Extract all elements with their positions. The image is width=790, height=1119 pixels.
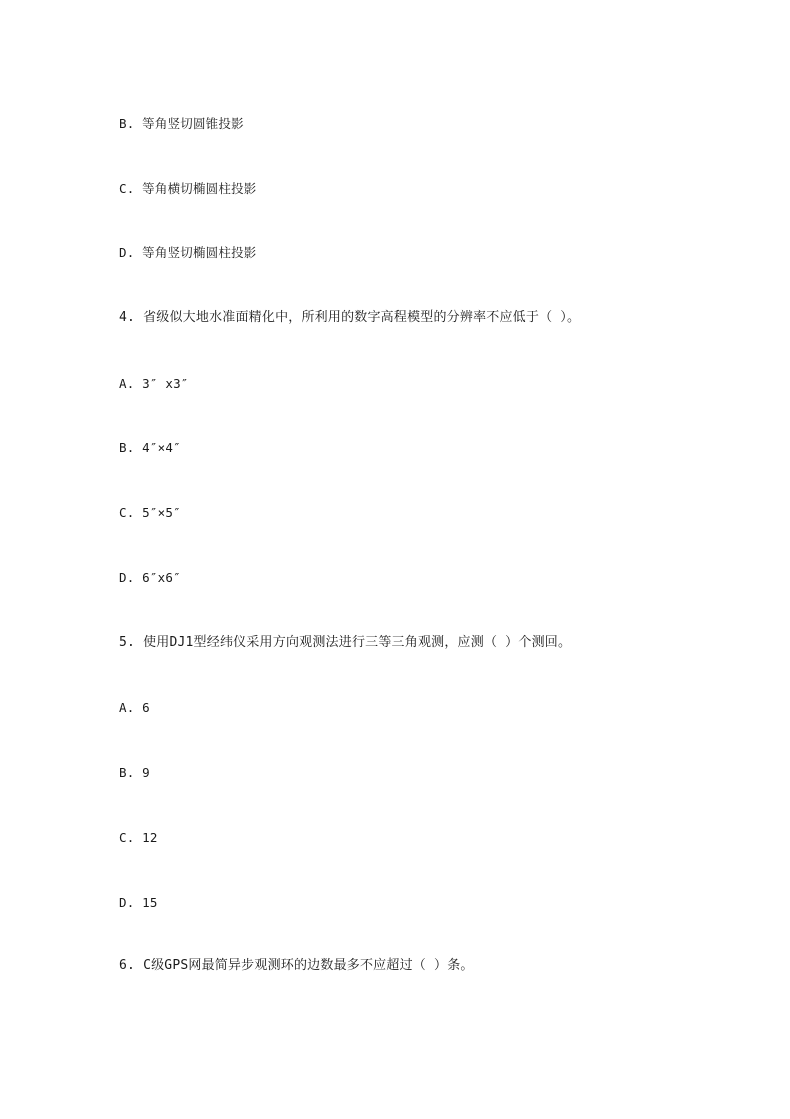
option-4d: D. 6″x6″ bbox=[119, 570, 181, 585]
option-3b: B. 等角竖切圆锥投影 bbox=[119, 116, 244, 131]
option-3d: D. 等角竖切椭圆柱投影 bbox=[119, 245, 257, 260]
option-5b: B. 9 bbox=[119, 765, 150, 780]
option-5a: A. 6 bbox=[119, 700, 150, 715]
question-5: 5. 使用DJ1型经纬仪采用方向观测法进行三等三角观测，应测（ ）个测回。 bbox=[119, 635, 572, 650]
question-6: 6. C级GPS网最简异步观测环的边数最多不应超过（ ）条。 bbox=[119, 958, 474, 973]
question-4: 4. 省级似大地水准面精化中，所利用的数字高程模型的分辨率不应低于（ ）。 bbox=[119, 310, 581, 325]
option-5d: D. 15 bbox=[119, 895, 158, 910]
option-4a: A. 3″ x3″ bbox=[119, 376, 189, 391]
option-5c: C. 12 bbox=[119, 830, 158, 845]
option-4c: C. 5″×5″ bbox=[119, 505, 181, 520]
option-3c: C. 等角横切椭圆柱投影 bbox=[119, 181, 257, 196]
option-4b: B. 4″×4″ bbox=[119, 440, 181, 455]
